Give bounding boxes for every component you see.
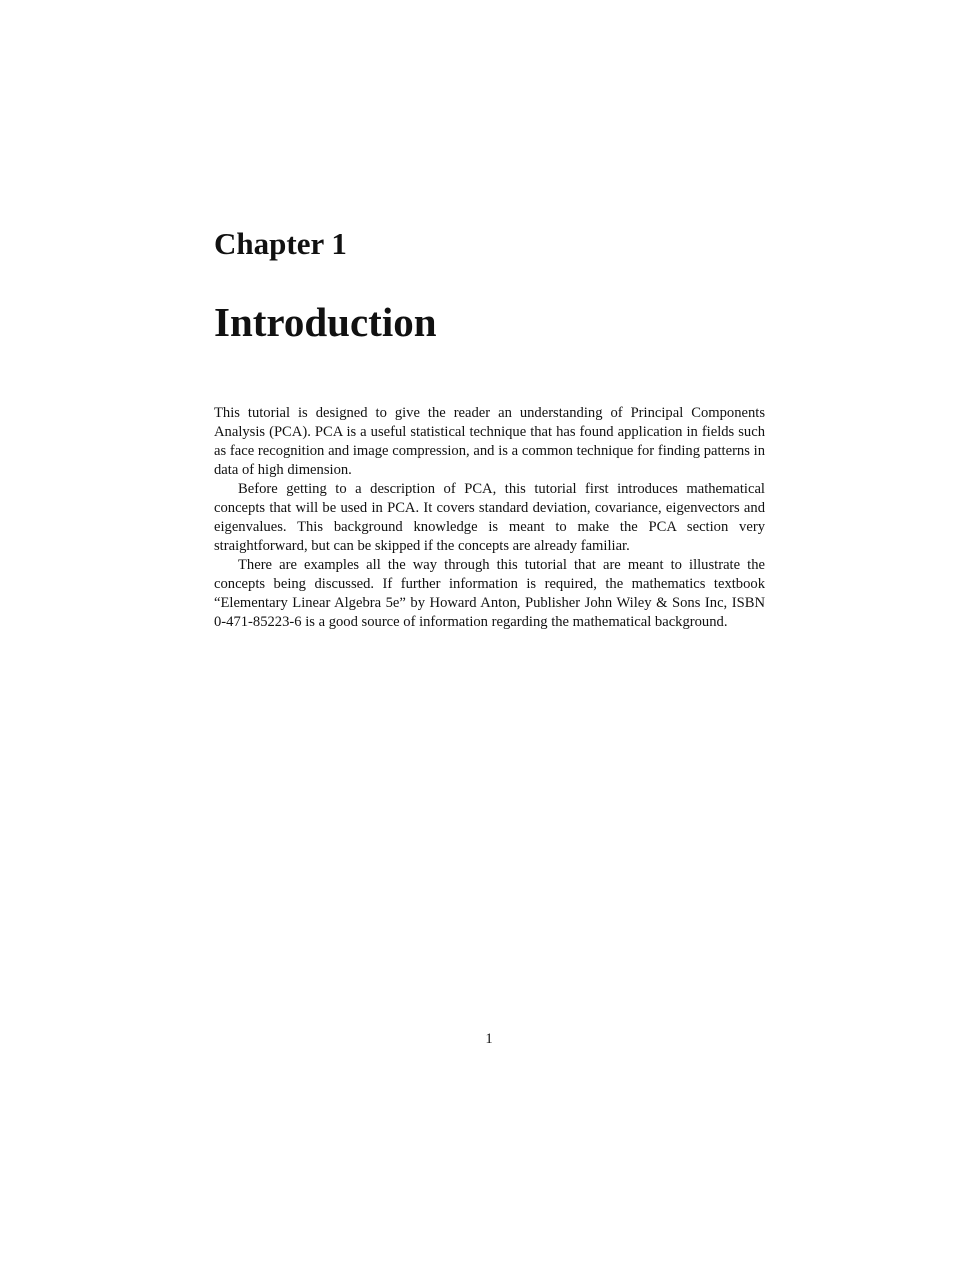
chapter-title: Introduction [214,299,437,345]
paragraph-intro: This tutorial is designed to give the reader an understanding of Principal Components Analysis (PCA). PCA is a useful statistical technique that has found application in fields such as face recognition and image compression, and is a common technique for finding patterns in data of high dimension. [214,405,765,478]
paragraph-examples: There are examples all the way through this tutorial that are meant to illustrate the concepts being discussed. If further information is required, the mathematics textbook “Elementary Linear Algebra 5e” by Howard Anton, Publisher John Wiley & Sons Inc, ISBN 0-471-85223-6 is a good source of information regarding the mathematical background. [214,557,765,630]
chapter-label: Chapter 1 [214,226,347,261]
page-number: 1 [485,1031,493,1047]
body-text [214,404,765,632]
paragraph-background: Before getting to a description of PCA, this tutorial first introduces mathematical concepts that will be used in PCA. It covers standard deviation, covariance, eigenvectors and eigenvalues. This background knowledge is meant to make the PCA section very straightforward, but can be skipped if the concepts are already familiar. [214,481,765,554]
